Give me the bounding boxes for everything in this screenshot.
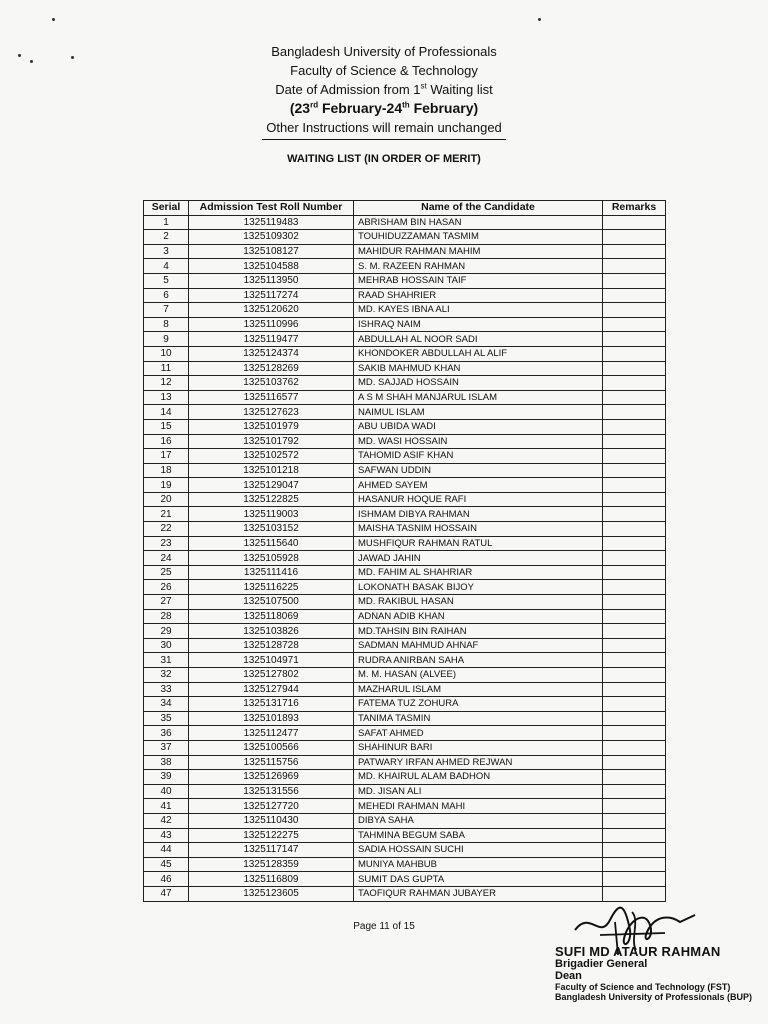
serial-cell: 26 [144, 580, 189, 595]
table-row [144, 770, 666, 785]
candidate-name-cell: MUNIYA MAHBUB [354, 857, 603, 872]
remarks-cell [603, 784, 666, 799]
roll-number-cell: 1325105928 [189, 551, 354, 566]
table-row [144, 799, 666, 814]
candidate-name-cell: DIBYA SAHA [354, 813, 603, 828]
roll-number-cell: 1325101218 [189, 463, 354, 478]
table-row [144, 551, 666, 566]
roll-number-cell: 1325119003 [189, 507, 354, 522]
other-instructions-note: Other Instructions will remain unchanged [262, 118, 506, 140]
signatory-faculty: Faculty of Science and Technology (FST) [555, 982, 731, 992]
serial-cell: 21 [144, 507, 189, 522]
roll-number-cell: 1325116577 [189, 390, 354, 405]
candidate-name-cell: MD. JISAN ALI [354, 784, 603, 799]
remarks-cell [603, 507, 666, 522]
admission-date-text: Date of Admission from 1 [275, 82, 421, 97]
serial-cell: 7 [144, 303, 189, 318]
table-row [144, 609, 666, 624]
candidate-name-cell: SHAHINUR BARI [354, 740, 603, 755]
candidate-name-cell: JAWAD JAHIN [354, 551, 603, 566]
table-row [144, 332, 666, 347]
serial-cell: 20 [144, 492, 189, 507]
serial-cell: 12 [144, 376, 189, 391]
serial-cell: 35 [144, 711, 189, 726]
candidate-name-cell: MAZHARUL ISLAM [354, 682, 603, 697]
candidate-name-cell: MD. KHAIRUL ALAM BADHON [354, 770, 603, 785]
table-row [144, 740, 666, 755]
roll-number-cell: 1325117147 [189, 843, 354, 858]
signatory-name: SUFI MD ATAUR RAHMAN [555, 944, 721, 959]
admission-date-line [0, 80, 768, 99]
table-row [144, 361, 666, 376]
remarks-cell [603, 755, 666, 770]
roll-number-cell: 1325104971 [189, 653, 354, 668]
roll-number-cell: 1325131716 [189, 697, 354, 712]
ordinal-suffix: st [420, 81, 427, 91]
candidate-name-cell: AHMED SAYEM [354, 478, 603, 493]
ordinal-suffix: rd [310, 100, 319, 110]
col-serial-header: Serial [144, 201, 189, 216]
admission-date-range [0, 99, 768, 118]
candidate-name-cell: KHONDOKER ABDULLAH AL ALIF [354, 346, 603, 361]
roll-number-cell: 1325129047 [189, 478, 354, 493]
serial-cell: 14 [144, 405, 189, 420]
serial-cell: 37 [144, 740, 189, 755]
remarks-cell [603, 536, 666, 551]
remarks-cell [603, 288, 666, 303]
table-row [144, 463, 666, 478]
remarks-cell [603, 697, 666, 712]
candidate-name-cell: MEHRAB HOSSAIN TAIF [354, 273, 603, 288]
roll-number-cell: 1325126969 [189, 770, 354, 785]
remarks-cell [603, 682, 666, 697]
serial-cell: 17 [144, 449, 189, 464]
table-body [144, 215, 666, 901]
remarks-cell [603, 857, 666, 872]
col-name-header: Name of the Candidate [354, 201, 603, 216]
roll-number-cell: 1325122275 [189, 828, 354, 843]
remarks-cell [603, 317, 666, 332]
remarks-cell [603, 770, 666, 785]
table-row [144, 726, 666, 741]
serial-cell: 10 [144, 346, 189, 361]
serial-cell: 9 [144, 332, 189, 347]
candidate-name-cell: A S M SHAH MANJARUL ISLAM [354, 390, 603, 405]
candidate-name-cell: TAHMINA BEGUM SABA [354, 828, 603, 843]
table-row [144, 346, 666, 361]
roll-number-cell: 1325101979 [189, 419, 354, 434]
candidate-name-cell: MD. FAHIM AL SHAHRIAR [354, 565, 603, 580]
remarks-cell [603, 624, 666, 639]
document-header [0, 42, 768, 140]
table-row [144, 244, 666, 259]
candidate-name-cell: TANIMA TASMIN [354, 711, 603, 726]
remarks-cell [603, 492, 666, 507]
remarks-cell [603, 595, 666, 610]
serial-cell: 44 [144, 843, 189, 858]
remarks-cell [603, 843, 666, 858]
roll-number-cell: 1325101893 [189, 711, 354, 726]
signatory-rank: Brigadier General [555, 958, 648, 970]
table-row [144, 843, 666, 858]
table-row [144, 886, 666, 901]
candidate-name-cell: M. M. HASAN (ALVEE) [354, 668, 603, 683]
roll-number-cell: 1325109302 [189, 230, 354, 245]
remarks-cell [603, 361, 666, 376]
remarks-cell [603, 478, 666, 493]
table-row [144, 405, 666, 420]
roll-number-cell: 1325113950 [189, 273, 354, 288]
candidate-name-cell: LOKONATH BASAK BIJOY [354, 580, 603, 595]
candidate-name-cell: ISHRAQ NAIM [354, 317, 603, 332]
serial-cell: 47 [144, 886, 189, 901]
roll-number-cell: 1325103762 [189, 376, 354, 391]
roll-number-cell: 1325100566 [189, 740, 354, 755]
remarks-cell [603, 565, 666, 580]
serial-cell: 42 [144, 813, 189, 828]
table-row [144, 259, 666, 274]
candidate-name-cell: RUDRA ANIRBAN SAHA [354, 653, 603, 668]
serial-cell: 28 [144, 609, 189, 624]
serial-cell: 39 [144, 770, 189, 785]
candidate-name-cell: ADNAN ADIB KHAN [354, 609, 603, 624]
table-row [144, 595, 666, 610]
table-row [144, 711, 666, 726]
table-row [144, 653, 666, 668]
table-row [144, 317, 666, 332]
table-row [144, 755, 666, 770]
ordinal-suffix: th [402, 100, 410, 110]
table-row [144, 638, 666, 653]
roll-number-cell: 1325120620 [189, 303, 354, 318]
remarks-cell [603, 332, 666, 347]
roll-number-cell: 1325119477 [189, 332, 354, 347]
roll-number-cell: 1325102572 [189, 449, 354, 464]
remarks-cell [603, 711, 666, 726]
remarks-cell [603, 551, 666, 566]
serial-cell: 46 [144, 872, 189, 887]
candidate-name-cell: ABDULLAH AL NOOR SADI [354, 332, 603, 347]
candidate-name-cell: MEHEDI RAHMAN MAHI [354, 799, 603, 814]
admission-date-text-end: Waiting list [426, 82, 493, 97]
roll-number-cell: 1325104588 [189, 259, 354, 274]
table-row [144, 419, 666, 434]
serial-cell: 5 [144, 273, 189, 288]
table-row [144, 273, 666, 288]
roll-number-cell: 1325110430 [189, 813, 354, 828]
table-row [144, 449, 666, 464]
candidate-name-cell: SAKIB MAHMUD KHAN [354, 361, 603, 376]
serial-cell: 19 [144, 478, 189, 493]
remarks-cell [603, 638, 666, 653]
roll-number-cell: 1325127623 [189, 405, 354, 420]
remarks-cell [603, 405, 666, 420]
remarks-cell [603, 653, 666, 668]
table-row [144, 857, 666, 872]
date-start: (23 [289, 100, 311, 116]
table-row [144, 230, 666, 245]
candidate-name-cell: RAAD SHAHRIER [354, 288, 603, 303]
serial-cell: 6 [144, 288, 189, 303]
remarks-cell [603, 813, 666, 828]
serial-cell: 22 [144, 522, 189, 537]
waiting-list-title: WAITING LIST (IN ORDER OF MERIT) [287, 153, 481, 165]
candidate-name-cell: TOUHIDUZZAMAN TASMIM [354, 230, 603, 245]
table-header-row [144, 201, 666, 216]
candidate-name-cell: FATEMA TUZ ZOHURA [354, 697, 603, 712]
roll-number-cell: 1325127720 [189, 799, 354, 814]
roll-number-cell: 1325111416 [189, 565, 354, 580]
signatory-title: Dean [555, 970, 582, 982]
table-row [144, 828, 666, 843]
table-row [144, 492, 666, 507]
serial-cell: 29 [144, 624, 189, 639]
candidate-name-cell: MD. WASI HOSSAIN [354, 434, 603, 449]
col-roll-header: Admission Test Roll Number [189, 201, 354, 216]
remarks-cell [603, 303, 666, 318]
table-row [144, 434, 666, 449]
remarks-cell [603, 215, 666, 230]
roll-number-cell: 1325112477 [189, 726, 354, 741]
candidate-name-cell: SADMAN MAHMUD AHNAF [354, 638, 603, 653]
roll-number-cell: 1325122825 [189, 492, 354, 507]
table-row [144, 784, 666, 799]
remarks-cell [603, 449, 666, 464]
candidate-name-cell: S. M. RAZEEN RAHMAN [354, 259, 603, 274]
table-row [144, 580, 666, 595]
roll-number-cell: 1325117274 [189, 288, 354, 303]
page-number: Page 11 of 15 [353, 921, 415, 932]
table-row [144, 478, 666, 493]
serial-cell: 45 [144, 857, 189, 872]
roll-number-cell: 1325128728 [189, 638, 354, 653]
remarks-cell [603, 668, 666, 683]
roll-number-cell: 1325101792 [189, 434, 354, 449]
candidate-name-cell: ISHMAM DIBYA RAHMAN [354, 507, 603, 522]
remarks-cell [603, 872, 666, 887]
remarks-cell [603, 463, 666, 478]
serial-cell: 24 [144, 551, 189, 566]
table-row [144, 682, 666, 697]
candidate-name-cell: MD.TAHSIN BIN RAIHAN [354, 624, 603, 639]
scan-speck [52, 18, 55, 21]
serial-cell: 36 [144, 726, 189, 741]
remarks-cell [603, 828, 666, 843]
candidate-name-cell: MAISHA TASNIM HOSSAIN [354, 522, 603, 537]
table-row [144, 522, 666, 537]
remarks-cell [603, 230, 666, 245]
serial-cell: 1 [144, 215, 189, 230]
table-row [144, 697, 666, 712]
col-remarks-header: Remarks [603, 201, 666, 216]
serial-cell: 3 [144, 244, 189, 259]
table-row [144, 565, 666, 580]
table-row [144, 303, 666, 318]
serial-cell: 23 [144, 536, 189, 551]
roll-number-cell: 1325131556 [189, 784, 354, 799]
remarks-cell [603, 419, 666, 434]
serial-cell: 11 [144, 361, 189, 376]
table-row [144, 507, 666, 522]
roll-number-cell: 1325108127 [189, 244, 354, 259]
candidate-name-cell: TAHOMID ASIF KHAN [354, 449, 603, 464]
serial-cell: 32 [144, 668, 189, 683]
candidate-name-cell: MD. KAYES IBNA ALI [354, 303, 603, 318]
candidate-name-cell: SAFAT AHMED [354, 726, 603, 741]
serial-cell: 8 [144, 317, 189, 332]
table-row [144, 376, 666, 391]
roll-number-cell: 1325119483 [189, 215, 354, 230]
table-row [144, 215, 666, 230]
roll-number-cell: 1325107500 [189, 595, 354, 610]
remarks-cell [603, 434, 666, 449]
remarks-cell [603, 726, 666, 741]
candidate-name-cell: MD. RAKIBUL HASAN [354, 595, 603, 610]
serial-cell: 27 [144, 595, 189, 610]
table-row [144, 390, 666, 405]
scan-speck [538, 18, 541, 21]
signature-block [555, 944, 765, 1002]
remarks-cell [603, 346, 666, 361]
remarks-cell [603, 244, 666, 259]
candidate-name-cell: PATWARY IRFAN AHMED REJWAN [354, 755, 603, 770]
roll-number-cell: 1325128269 [189, 361, 354, 376]
date-end-month: February) [409, 100, 479, 116]
candidate-name-cell: SAFWAN UDDIN [354, 463, 603, 478]
table-row [144, 288, 666, 303]
serial-cell: 34 [144, 697, 189, 712]
table-row [144, 813, 666, 828]
candidate-name-cell: SUMIT DAS GUPTA [354, 872, 603, 887]
candidate-name-cell: MUSHFIQUR RAHMAN RATUL [354, 536, 603, 551]
table-row [144, 536, 666, 551]
university-name: Bangladesh University of Professionals [271, 44, 497, 59]
roll-number-cell: 1325124374 [189, 346, 354, 361]
serial-cell: 41 [144, 799, 189, 814]
serial-cell: 13 [144, 390, 189, 405]
remarks-cell [603, 259, 666, 274]
candidate-name-cell: SADIA HOSSAIN SUCHI [354, 843, 603, 858]
serial-cell: 16 [144, 434, 189, 449]
remarks-cell [603, 390, 666, 405]
candidate-name-cell: ABRISHAM BIN HASAN [354, 215, 603, 230]
candidate-name-cell: ABU UBIDA WADI [354, 419, 603, 434]
roll-number-cell: 1325115640 [189, 536, 354, 551]
signatory-university: Bangladesh University of Professionals (BUP) [555, 992, 753, 1002]
candidate-name-cell: MD. SAJJAD HOSSAIN [354, 376, 603, 391]
remarks-cell [603, 580, 666, 595]
serial-cell: 38 [144, 755, 189, 770]
serial-cell: 15 [144, 419, 189, 434]
serial-cell: 18 [144, 463, 189, 478]
serial-cell: 4 [144, 259, 189, 274]
roll-number-cell: 1325103152 [189, 522, 354, 537]
candidate-name-cell: NAIMUL ISLAM [354, 405, 603, 420]
remarks-cell [603, 522, 666, 537]
roll-number-cell: 1325115756 [189, 755, 354, 770]
waiting-list-table [143, 200, 666, 902]
candidate-name-cell: MAHIDUR RAHMAN MAHIM [354, 244, 603, 259]
roll-number-cell: 1325127944 [189, 682, 354, 697]
table-row [144, 668, 666, 683]
serial-cell: 31 [144, 653, 189, 668]
serial-cell: 25 [144, 565, 189, 580]
candidate-name-cell: TAOFIQUR RAHMAN JUBAYER [354, 886, 603, 901]
roll-number-cell: 1325103826 [189, 624, 354, 639]
date-end: February-24 [318, 100, 403, 116]
roll-number-cell: 1325127802 [189, 668, 354, 683]
roll-number-cell: 1325116225 [189, 580, 354, 595]
table-row [144, 624, 666, 639]
serial-cell: 30 [144, 638, 189, 653]
remarks-cell [603, 799, 666, 814]
roll-number-cell: 1325123605 [189, 886, 354, 901]
table-row [144, 872, 666, 887]
serial-cell: 43 [144, 828, 189, 843]
serial-cell: 40 [144, 784, 189, 799]
faculty-name: Faculty of Science & Technology [290, 63, 478, 78]
remarks-cell [603, 740, 666, 755]
serial-cell: 33 [144, 682, 189, 697]
candidate-name-cell: HASANUR HOQUE RAFI [354, 492, 603, 507]
roll-number-cell: 1325116809 [189, 872, 354, 887]
roll-number-cell: 1325110996 [189, 317, 354, 332]
remarks-cell [603, 376, 666, 391]
remarks-cell [603, 886, 666, 901]
remarks-cell [603, 609, 666, 624]
roll-number-cell: 1325128359 [189, 857, 354, 872]
remarks-cell [603, 273, 666, 288]
roll-number-cell: 1325118069 [189, 609, 354, 624]
serial-cell: 2 [144, 230, 189, 245]
